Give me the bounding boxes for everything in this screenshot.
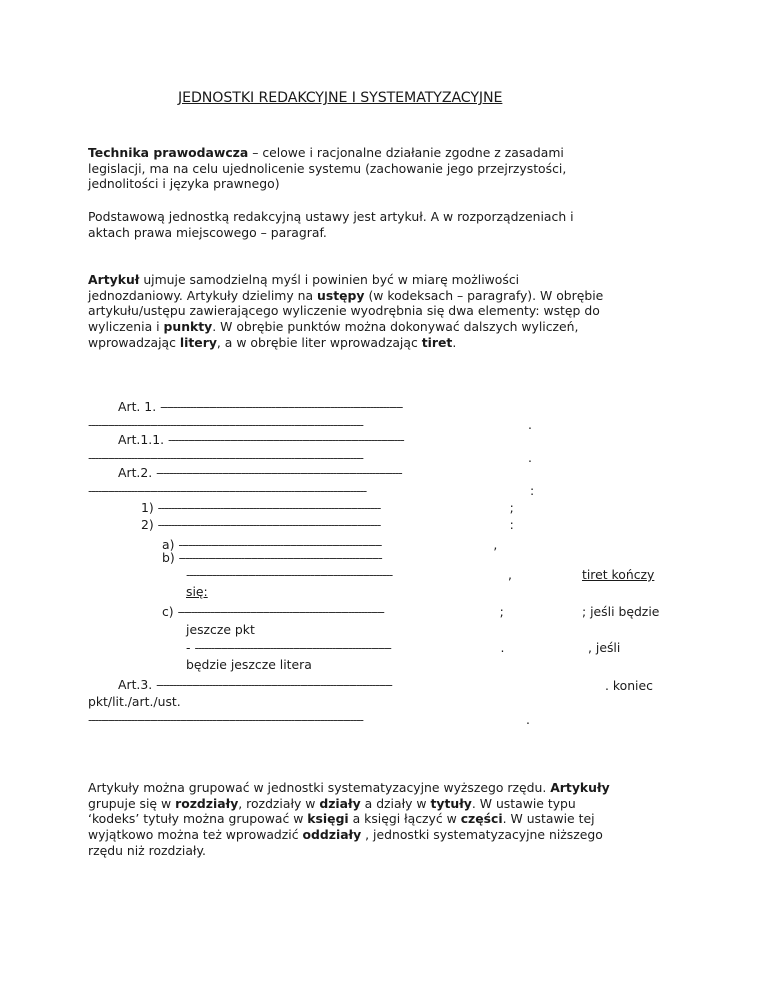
bold-term: Artykuł xyxy=(88,272,140,287)
bold-term: ustępy xyxy=(317,287,365,303)
basic-unit-paragraph xyxy=(88,209,688,240)
dash-line: -------------------------------------------------------------- xyxy=(178,537,382,552)
text: a księgi łączyć w xyxy=(348,811,461,827)
dash-line: ------------------------------------------------------------------------------------ xyxy=(88,450,363,465)
bold-term: Artykuły xyxy=(550,780,610,795)
dash-line: --------------------------------------------------------------- xyxy=(177,604,384,619)
note-pkt: ; jeśli będzie xyxy=(582,604,660,619)
text: . W ustawie tej xyxy=(502,811,595,827)
dash-line: ------------------------------------------------------------ xyxy=(194,640,391,655)
label: Art.1.1. xyxy=(118,432,165,447)
scheme-art1 xyxy=(118,399,542,415)
scheme-art1-cont xyxy=(88,417,532,433)
text: (w kodeksach – paragrafy). W obrębie xyxy=(364,287,604,303)
text: Artykuły można grupować w jednostki systematyzacyjne wyższego rzędu. xyxy=(88,780,551,795)
bold-term: tiret xyxy=(421,334,453,350)
bold-term: rozdziały xyxy=(175,795,239,811)
bold-term: księgi xyxy=(307,811,349,827)
text-line: Podstawową jednostką redakcyjną ustawy jest artykuł. A w rozporządzeniach i xyxy=(88,209,574,224)
dash-line: ------------------------------------------------------------------------------------ xyxy=(88,417,363,432)
text: wyliczenia i xyxy=(88,319,164,335)
scheme-lit-c xyxy=(162,604,504,620)
label: 2) xyxy=(141,517,154,532)
text-line: artykułu/ustępu zawierającego wyliczenie wyodrębnia się dwa elementy: wstęp do xyxy=(88,303,600,319)
dash-line: ------------------------------------------------------------------------------------ xyxy=(88,712,363,727)
punctuation: ; xyxy=(499,604,504,619)
text: . W obrębie punktów można dokonywać dalszych wyliczeń, xyxy=(212,319,579,335)
scheme-pt1 xyxy=(141,500,514,516)
dash-line: -------------------------------------------------------------------------- xyxy=(160,399,403,414)
scheme-art3-cont xyxy=(88,712,530,728)
text: a działy w xyxy=(360,795,431,811)
scheme-lit-b xyxy=(162,550,494,566)
bold-term: oddziały xyxy=(302,827,362,843)
label: 1) xyxy=(141,500,154,515)
text: jednozdaniowy. Artykuły dzielimy na xyxy=(88,287,318,303)
note-pkt-cont: jeszcze pkt xyxy=(186,622,255,637)
text: ‘kodeks’ tytuły można grupować w xyxy=(88,811,308,827)
text: ujmuje samodzielną myśl i powinien być w miarę możliwości xyxy=(139,272,520,287)
scheme-pt2 xyxy=(141,517,514,533)
punctuation: . xyxy=(528,450,532,465)
dash-line: --------------------------------------------------------------- xyxy=(186,567,393,582)
scheme-art11 xyxy=(118,432,542,448)
text: , jednostki systematyzacyjne niższego xyxy=(361,827,603,843)
text: , rozdziały w xyxy=(238,795,320,811)
text: grupuje się w xyxy=(88,795,176,811)
label: Art.3. xyxy=(118,677,153,692)
bold-term: działy xyxy=(319,795,361,811)
text: . xyxy=(452,334,457,350)
text-line: rzędu niż rozdziały. xyxy=(88,842,206,858)
label: b) xyxy=(162,550,175,565)
text: . W ustawie typu xyxy=(471,795,576,811)
punctuation: . xyxy=(528,417,532,432)
note-tiret-cont: się: xyxy=(186,584,208,599)
text: – celowe i racjonalne działanie zgodne z zasadami xyxy=(248,145,564,160)
note-end: . koniec xyxy=(605,678,653,693)
text: wyjątkowo można też wprowadzić xyxy=(88,827,303,843)
dash-line: ------------------------------------------------------------------------ xyxy=(167,432,404,447)
article-paragraph xyxy=(88,272,688,351)
punctuation: ; xyxy=(509,500,514,515)
label: Art. 1. xyxy=(118,399,157,414)
punctuation: , xyxy=(493,537,498,552)
dash-line: ------------------------------------------------------------------------ xyxy=(156,677,392,692)
punctuation: . xyxy=(500,640,505,655)
document-title: JEDNOSTKI REDAKCYJNE I SYSTEMATYZACYJNE xyxy=(178,90,503,106)
text: wprowadzając xyxy=(88,334,180,350)
dash-line: -------------------------------------------------------------------- xyxy=(157,517,381,532)
dash-line: ------------------------------------------------------------------------------------- xyxy=(88,483,367,498)
note-tiret: tiret kończy xyxy=(582,567,655,582)
grouping-paragraph xyxy=(88,780,688,859)
bold-term: litery xyxy=(179,334,217,350)
punctuation: , xyxy=(508,567,512,582)
intro-paragraph xyxy=(88,145,688,192)
punctuation: : xyxy=(509,517,514,532)
note-end-cont: pkt/lit./art./ust. xyxy=(88,694,181,709)
punctuation: : xyxy=(530,483,535,498)
note-lit: , jeśli xyxy=(588,640,621,655)
scheme-art11-cont xyxy=(88,450,532,466)
tiret-mark: - xyxy=(186,640,191,655)
dash-line: --------------------------------------------------------------------------- xyxy=(156,465,402,480)
scheme-art2-cont xyxy=(88,483,534,499)
scheme-tiret xyxy=(186,640,504,656)
bold-term: tytuły xyxy=(430,795,472,811)
scheme-art2 xyxy=(118,465,542,481)
text-line: aktach prawa miejscowego – paragraf. xyxy=(88,224,327,240)
text-line: legislacji, ma na celu ujednolicenie systemu (zachowanie jego przejrzystości, xyxy=(88,160,567,176)
bold-term: części xyxy=(460,811,503,827)
term-bold: Technika prawodawcza xyxy=(88,145,249,160)
dash-line: -------------------------------------------------------------- xyxy=(178,550,382,565)
label: c) xyxy=(162,604,174,619)
label: a) xyxy=(162,537,175,552)
punctuation: . xyxy=(526,712,530,727)
scheme-tiret-line xyxy=(186,567,512,583)
scheme-art3 xyxy=(118,677,528,693)
note-lit-cont: będzie jeszcze litera xyxy=(186,657,312,672)
bold-term: punkty xyxy=(163,319,213,335)
dash-line: -------------------------------------------------------------------- xyxy=(157,500,381,515)
text: , a w obrębie liter wprowadzając xyxy=(216,334,422,350)
label: Art.2. xyxy=(118,465,153,480)
text-line: jednolitości i języka prawnego) xyxy=(88,176,280,192)
